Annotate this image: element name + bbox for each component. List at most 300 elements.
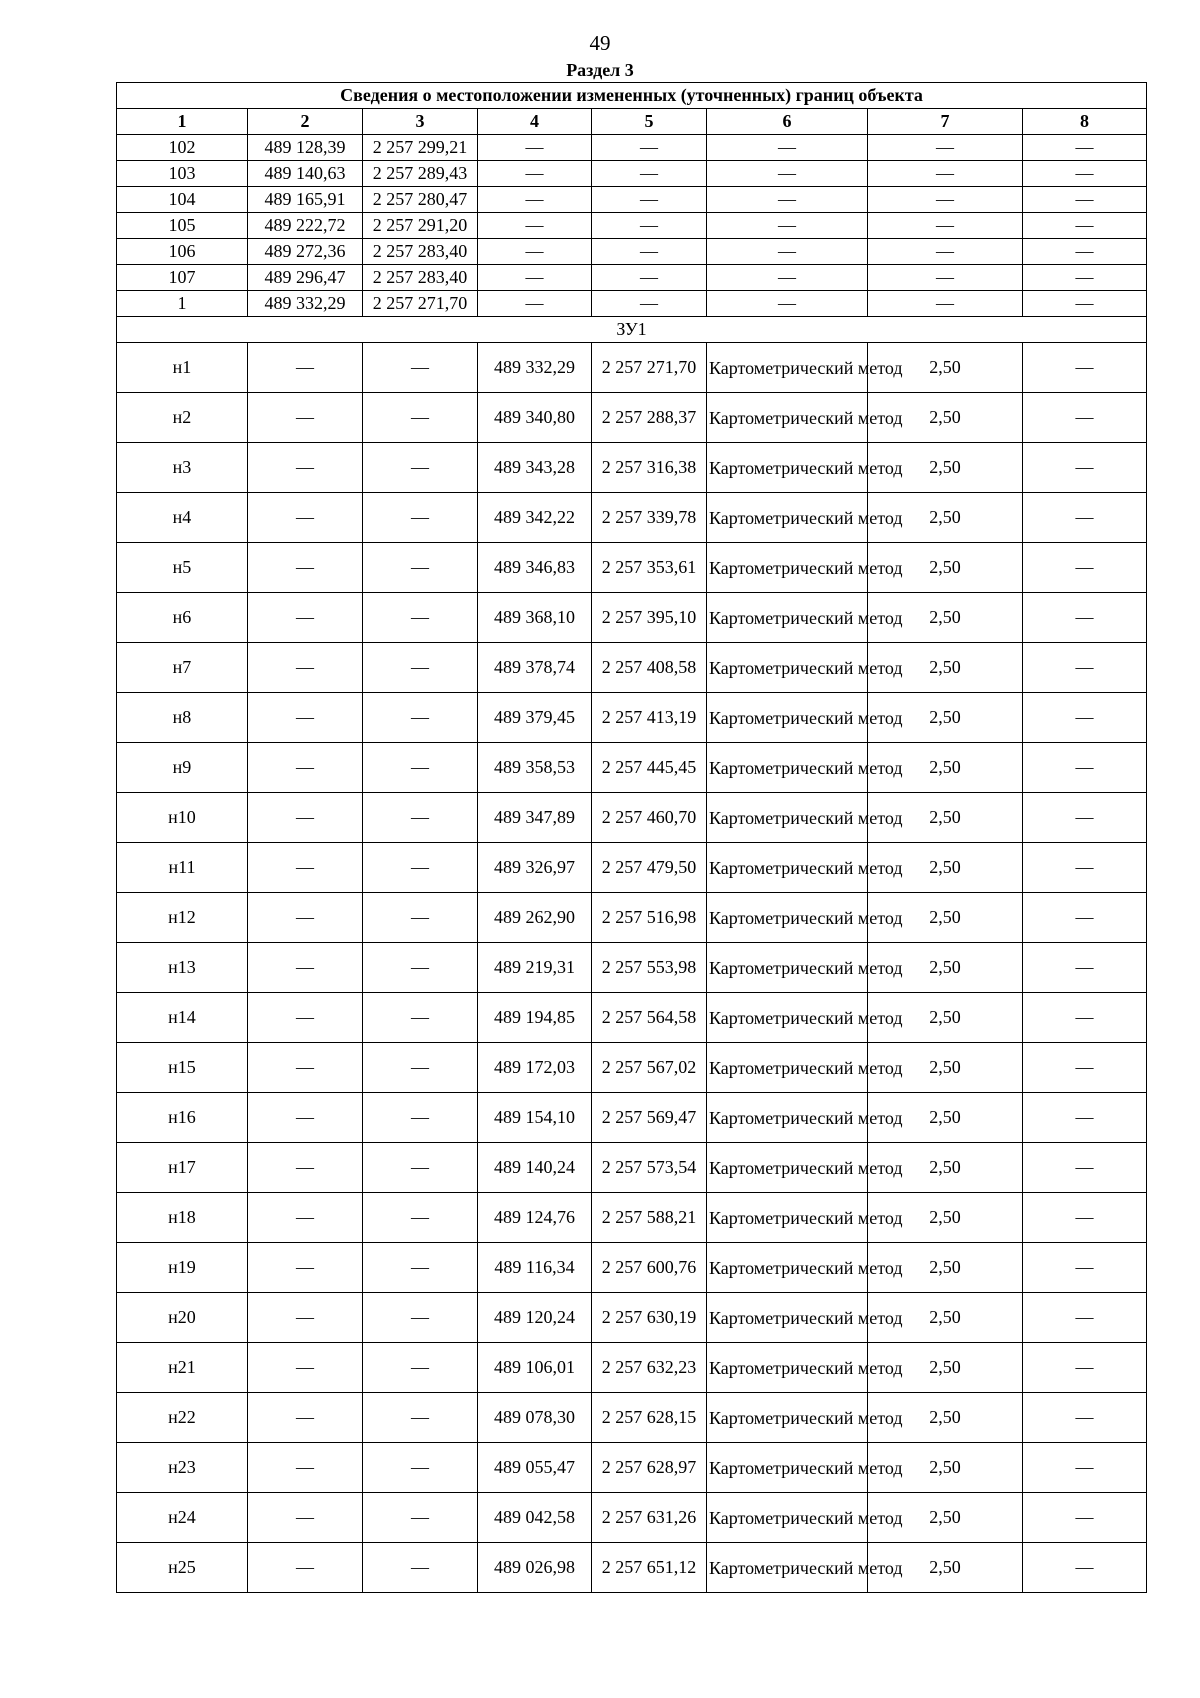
old-y-cell: — [363,1493,478,1543]
table-body [117,83,1147,1593]
new-y-cell: — [592,291,707,317]
new-x-cell: 489 368,10 [478,593,592,643]
table-row [117,265,1147,291]
new-x-cell: — [478,239,592,265]
description-cell: — [1023,1143,1147,1193]
table-row [117,135,1147,161]
column-header: 5 [592,109,707,135]
description-cell: — [1023,793,1147,843]
point-number-cell: н11 [117,843,248,893]
description-cell: — [1023,1093,1147,1143]
determination-method-cell: Картометрический метод [707,1293,868,1343]
new-y-cell: 2 257 353,61 [592,543,707,593]
accuracy-cell: 2,50 [868,1543,1023,1593]
new-y-cell: — [592,161,707,187]
table-row [117,343,1147,393]
new-y-cell: 2 257 628,97 [592,1443,707,1493]
determination-method-cell: — [707,265,868,291]
old-x-cell: — [248,943,363,993]
accuracy-cell: 2,50 [868,993,1023,1043]
point-number-cell: н19 [117,1243,248,1293]
old-x-cell: — [248,643,363,693]
new-x-cell: 489 124,76 [478,1193,592,1243]
old-y-cell: — [363,943,478,993]
accuracy-cell: 2,50 [868,1093,1023,1143]
old-y-cell: — [363,443,478,493]
new-y-cell: 2 257 316,38 [592,443,707,493]
new-x-cell: — [478,161,592,187]
determination-method-cell: Картометрический метод [707,543,868,593]
new-x-cell: 489 219,31 [478,943,592,993]
table-row [117,493,1147,543]
description-cell: — [1023,1193,1147,1243]
table-row [117,1393,1147,1443]
old-x-cell: — [248,893,363,943]
description-cell: — [1023,693,1147,743]
boundary-coordinates-table [116,82,1147,1593]
new-x-cell: 489 026,98 [478,1543,592,1593]
new-y-cell: 2 257 271,70 [592,343,707,393]
column-header: 1 [117,109,248,135]
determination-method-cell: Картометрический метод [707,1343,868,1393]
column-header: 2 [248,109,363,135]
description-cell: — [1023,1293,1147,1343]
description-cell: — [1023,343,1147,393]
description-cell: — [1023,213,1147,239]
old-x-cell: — [248,593,363,643]
determination-method-cell: Картометрический метод [707,693,868,743]
new-y-cell: 2 257 630,19 [592,1293,707,1343]
new-y-cell: 2 257 628,15 [592,1393,707,1443]
new-y-cell: — [592,265,707,291]
point-number-cell: 105 [117,213,248,239]
table-row [117,1243,1147,1293]
accuracy-cell: — [868,265,1023,291]
accuracy-cell: — [868,187,1023,213]
point-number-cell: 102 [117,135,248,161]
new-x-cell: 489 154,10 [478,1093,592,1143]
old-x-cell: — [248,993,363,1043]
new-y-cell: 2 257 573,54 [592,1143,707,1193]
new-x-cell: — [478,135,592,161]
accuracy-cell: 2,50 [868,743,1023,793]
description-cell: — [1023,943,1147,993]
point-number-cell: н12 [117,893,248,943]
determination-method-cell: — [707,135,868,161]
table-caption: Сведения о местоположении измененных (уточненных) границ объекта [117,83,1147,109]
old-x-cell: — [248,1093,363,1143]
old-y-cell: — [363,693,478,743]
new-y-cell: — [592,239,707,265]
new-y-cell: 2 257 516,98 [592,893,707,943]
old-y-cell: — [363,343,478,393]
description-cell: — [1023,161,1147,187]
table-row [117,843,1147,893]
determination-method-cell: — [707,161,868,187]
new-x-cell: 489 340,80 [478,393,592,443]
new-y-cell: 2 257 445,45 [592,743,707,793]
accuracy-cell: 2,50 [868,1193,1023,1243]
description-cell: — [1023,443,1147,493]
new-x-cell: 489 194,85 [478,993,592,1043]
description-cell: — [1023,643,1147,693]
point-number-cell: н25 [117,1543,248,1593]
description-cell: — [1023,291,1147,317]
table-row [117,1043,1147,1093]
old-x-cell: — [248,693,363,743]
point-number-cell: н5 [117,543,248,593]
old-x-cell: — [248,743,363,793]
description-cell: — [1023,843,1147,893]
new-y-cell: 2 257 413,19 [592,693,707,743]
determination-method-cell: Картометрический метод [707,743,868,793]
determination-method-cell: Картометрический метод [707,1543,868,1593]
determination-method-cell: Картометрический метод [707,943,868,993]
new-x-cell: 489 106,01 [478,1343,592,1393]
old-x-cell: 489 140,63 [248,161,363,187]
new-y-cell: 2 257 553,98 [592,943,707,993]
determination-method-cell: — [707,187,868,213]
description-cell: — [1023,393,1147,443]
new-x-cell: 489 120,24 [478,1293,592,1343]
old-x-cell: — [248,1243,363,1293]
old-y-cell: — [363,793,478,843]
point-number-cell: н22 [117,1393,248,1443]
description-cell: — [1023,135,1147,161]
old-x-cell: — [248,1393,363,1443]
point-number-cell: 107 [117,265,248,291]
accuracy-cell: 2,50 [868,943,1023,993]
accuracy-cell: — [868,213,1023,239]
column-header: 7 [868,109,1023,135]
column-header: 8 [1023,109,1147,135]
new-x-cell: 489 343,28 [478,443,592,493]
page-number: 49 [589,31,611,55]
new-x-cell: 489 172,03 [478,1043,592,1093]
old-x-cell: — [248,543,363,593]
accuracy-cell: 2,50 [868,1493,1023,1543]
table-row [117,161,1147,187]
old-x-cell: — [248,1543,363,1593]
new-x-cell: 489 332,29 [478,343,592,393]
table-row [117,543,1147,593]
column-header: 6 [707,109,868,135]
old-y-cell: — [363,1443,478,1493]
description-cell: — [1023,993,1147,1043]
point-number-cell: н17 [117,1143,248,1193]
table-row [117,1543,1147,1593]
new-x-cell: — [478,187,592,213]
table-row [117,743,1147,793]
old-y-cell: — [363,1143,478,1193]
table-row [117,393,1147,443]
description-cell: — [1023,1043,1147,1093]
old-x-cell: — [248,1493,363,1543]
old-y-cell: — [363,1093,478,1143]
new-x-cell: 489 378,74 [478,643,592,693]
new-x-cell: 489 140,24 [478,1143,592,1193]
new-y-cell: 2 257 339,78 [592,493,707,543]
point-number-cell: н10 [117,793,248,843]
table-row [117,943,1147,993]
point-number-cell: н3 [117,443,248,493]
determination-method-cell: Картометрический метод [707,393,868,443]
table-row [117,893,1147,943]
table-row [117,593,1147,643]
table-row [117,213,1147,239]
old-y-cell: — [363,1193,478,1243]
new-x-cell: 489 379,45 [478,693,592,743]
new-x-cell: 489 358,53 [478,743,592,793]
point-number-cell: н21 [117,1343,248,1393]
old-x-cell: — [248,1043,363,1093]
accuracy-cell: 2,50 [868,393,1023,443]
old-y-cell: — [363,843,478,893]
old-x-cell: — [248,1143,363,1193]
table-row [117,291,1147,317]
column-header: 3 [363,109,478,135]
determination-method-cell: Картометрический метод [707,1143,868,1193]
column-header: 4 [478,109,592,135]
old-y-cell: 2 257 291,20 [363,213,478,239]
description-cell: — [1023,1493,1147,1543]
accuracy-cell: 2,50 [868,593,1023,643]
determination-method-cell: Картометрический метод [707,1193,868,1243]
determination-method-cell: — [707,291,868,317]
new-x-cell: 489 078,30 [478,1393,592,1443]
point-number-cell: н14 [117,993,248,1043]
table-row [117,993,1147,1043]
old-y-cell: 2 257 271,70 [363,291,478,317]
old-x-cell: 489 296,47 [248,265,363,291]
determination-method-cell: Картометрический метод [707,843,868,893]
old-x-cell: — [248,1293,363,1343]
old-x-cell: 489 165,91 [248,187,363,213]
determination-method-cell: Картометрический метод [707,993,868,1043]
determination-method-cell: — [707,239,868,265]
accuracy-cell: 2,50 [868,543,1023,593]
determination-method-cell: Картометрический метод [707,1393,868,1443]
new-y-cell: 2 257 651,12 [592,1543,707,1593]
old-y-cell: — [363,1543,478,1593]
new-y-cell: — [592,187,707,213]
new-x-cell: 489 055,47 [478,1443,592,1493]
old-x-cell: — [248,343,363,393]
description-cell: — [1023,543,1147,593]
old-y-cell: 2 257 289,43 [363,161,478,187]
description-cell: — [1023,187,1147,213]
old-x-cell: 489 332,29 [248,291,363,317]
point-number-cell: н2 [117,393,248,443]
point-number-cell: 1 [117,291,248,317]
accuracy-cell: 2,50 [868,843,1023,893]
group-label-row [117,317,1147,343]
point-number-cell: 106 [117,239,248,265]
determination-method-cell: Картометрический метод [707,1043,868,1093]
table-row [117,1193,1147,1243]
point-number-cell: н20 [117,1293,248,1343]
determination-method-cell: — [707,213,868,239]
new-y-cell: 2 257 632,23 [592,1343,707,1393]
point-number-cell: н15 [117,1043,248,1093]
table-row [117,643,1147,693]
table-row [117,1443,1147,1493]
old-y-cell: — [363,743,478,793]
table-row [117,1143,1147,1193]
table-row [117,693,1147,743]
table-row [117,1293,1147,1343]
old-y-cell: — [363,1393,478,1443]
old-x-cell: — [248,393,363,443]
new-x-cell: 489 347,89 [478,793,592,843]
accuracy-cell: 2,50 [868,693,1023,743]
description-cell: — [1023,1543,1147,1593]
point-number-cell: н6 [117,593,248,643]
table-row [117,793,1147,843]
point-number-cell: 104 [117,187,248,213]
old-x-cell: — [248,793,363,843]
accuracy-cell: 2,50 [868,893,1023,943]
point-number-cell: 103 [117,161,248,187]
accuracy-cell: 2,50 [868,793,1023,843]
old-y-cell: — [363,1043,478,1093]
point-number-cell: н1 [117,343,248,393]
accuracy-cell: 2,50 [868,1393,1023,1443]
point-number-cell: н23 [117,1443,248,1493]
old-y-cell: — [363,643,478,693]
old-x-cell: 489 128,39 [248,135,363,161]
new-y-cell: 2 257 564,58 [592,993,707,1043]
old-y-cell: 2 257 283,40 [363,239,478,265]
point-number-cell: н9 [117,743,248,793]
old-x-cell: — [248,1193,363,1243]
table-caption-row [117,83,1147,109]
determination-method-cell: Картометрический метод [707,443,868,493]
section-title: Раздел 3 [566,60,634,80]
new-x-cell: 489 262,90 [478,893,592,943]
new-y-cell: 2 257 631,26 [592,1493,707,1543]
old-y-cell: — [363,1293,478,1343]
accuracy-cell: — [868,161,1023,187]
table-row [117,187,1147,213]
old-x-cell: — [248,1443,363,1493]
description-cell: — [1023,239,1147,265]
accuracy-cell: — [868,239,1023,265]
table-row [117,239,1147,265]
new-y-cell: 2 257 600,76 [592,1243,707,1293]
old-y-cell: 2 257 283,40 [363,265,478,291]
table-row [117,1093,1147,1143]
point-number-cell: н7 [117,643,248,693]
old-y-cell: — [363,993,478,1043]
accuracy-cell: — [868,135,1023,161]
group-label: ЗУ1 [117,317,1147,343]
description-cell: — [1023,743,1147,793]
new-y-cell: 2 257 588,21 [592,1193,707,1243]
point-number-cell: н8 [117,693,248,743]
determination-method-cell: Картометрический метод [707,1243,868,1293]
old-y-cell: — [363,593,478,643]
description-cell: — [1023,1393,1147,1443]
table-row [117,1493,1147,1543]
old-y-cell: — [363,1243,478,1293]
point-number-cell: н4 [117,493,248,543]
old-x-cell: — [248,1343,363,1393]
new-y-cell: 2 257 479,50 [592,843,707,893]
old-y-cell: — [363,543,478,593]
point-number-cell: н18 [117,1193,248,1243]
description-cell: — [1023,265,1147,291]
determination-method-cell: Картометрический метод [707,343,868,393]
determination-method-cell: Картометрический метод [707,643,868,693]
new-x-cell: — [478,265,592,291]
new-x-cell: 489 116,34 [478,1243,592,1293]
accuracy-cell: 2,50 [868,443,1023,493]
accuracy-cell: 2,50 [868,643,1023,693]
accuracy-cell: 2,50 [868,1243,1023,1293]
old-x-cell: 489 272,36 [248,239,363,265]
new-y-cell: 2 257 460,70 [592,793,707,843]
description-cell: — [1023,1243,1147,1293]
new-y-cell: 2 257 408,58 [592,643,707,693]
description-cell: — [1023,893,1147,943]
determination-method-cell: Картометрический метод [707,793,868,843]
accuracy-cell: 2,50 [868,1443,1023,1493]
new-y-cell: 2 257 567,02 [592,1043,707,1093]
determination-method-cell: Картометрический метод [707,1493,868,1543]
old-x-cell: — [248,493,363,543]
column-header-row [117,109,1147,135]
new-x-cell: 489 326,97 [478,843,592,893]
description-cell: — [1023,593,1147,643]
description-cell: — [1023,1343,1147,1393]
determination-method-cell: Картометрический метод [707,593,868,643]
old-x-cell: — [248,843,363,893]
old-y-cell: — [363,893,478,943]
accuracy-cell: 2,50 [868,1293,1023,1343]
new-y-cell: 2 257 288,37 [592,393,707,443]
point-number-cell: н13 [117,943,248,993]
determination-method-cell: Картометрический метод [707,1443,868,1493]
table-row [117,1343,1147,1393]
accuracy-cell: 2,50 [868,343,1023,393]
point-number-cell: н24 [117,1493,248,1543]
accuracy-cell: 2,50 [868,493,1023,543]
accuracy-cell: — [868,291,1023,317]
description-cell: — [1023,493,1147,543]
new-x-cell: — [478,213,592,239]
new-y-cell: 2 257 395,10 [592,593,707,643]
accuracy-cell: 2,50 [868,1043,1023,1093]
old-y-cell: 2 257 280,47 [363,187,478,213]
old-x-cell: — [248,443,363,493]
old-y-cell: — [363,1343,478,1393]
new-x-cell: 489 042,58 [478,1493,592,1543]
new-x-cell: — [478,291,592,317]
old-y-cell: 2 257 299,21 [363,135,478,161]
determination-method-cell: Картометрический метод [707,1093,868,1143]
point-number-cell: н16 [117,1093,248,1143]
old-x-cell: 489 222,72 [248,213,363,239]
table-row [117,443,1147,493]
determination-method-cell: Картометрический метод [707,493,868,543]
old-y-cell: — [363,493,478,543]
new-y-cell: — [592,135,707,161]
description-cell: — [1023,1443,1147,1493]
accuracy-cell: 2,50 [868,1143,1023,1193]
new-x-cell: 489 342,22 [478,493,592,543]
new-y-cell: — [592,213,707,239]
